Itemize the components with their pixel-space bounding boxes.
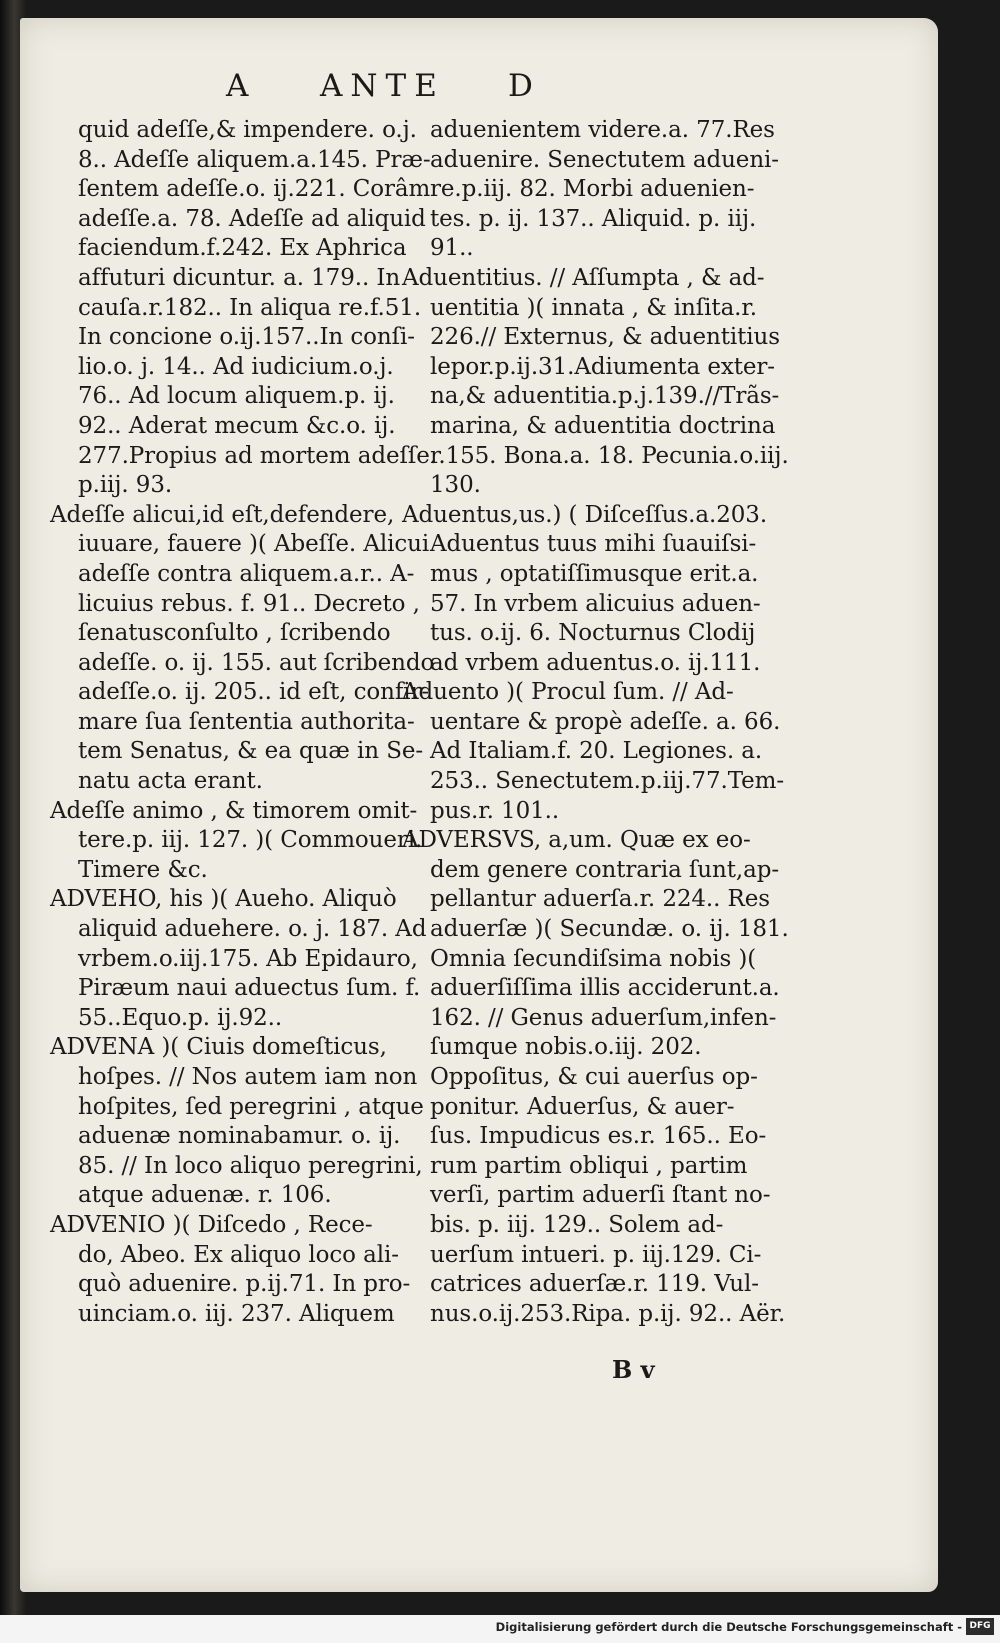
text-line: tus. o.ij. 6. Nocturnus Clodij — [430, 620, 756, 647]
text-line: 162. // Genus aduerſum,infen- — [430, 1004, 777, 1031]
text-line: ſumque nobis.o.iij. 202. — [430, 1034, 702, 1061]
dfg-logo: DFG — [966, 1618, 994, 1635]
text-line: tere.p. iij. 127. )( Commoueri. — [78, 827, 423, 854]
running-header — [0, 68, 1000, 108]
text-line: r.155. Bona.a. 18. Pecunia.o.iij. — [430, 442, 789, 469]
text-line: Omnia ſecundiſsima nobis )( — [430, 945, 757, 972]
text-line: 92.. Aderat mecum &c.o. ij. — [78, 412, 396, 439]
text-line: na,& aduentitia.p.j.139.//Trãs- — [430, 383, 780, 410]
text-line: 8.. Adeſſe aliquem.a.145. Præ- — [78, 146, 431, 173]
text-line: uentitia )( innata , & inſita.r. — [430, 294, 757, 321]
text-line: aduerſiſſima illis acciderunt.a. — [430, 975, 780, 1002]
text-line: tem Senatus, & ea quæ in Se- — [78, 738, 424, 765]
text-line: mare ſua ſententia authorita- — [78, 708, 415, 735]
text-line: uentare & propè adeſſe. a. 66. — [430, 708, 781, 735]
text-line: 91.. — [430, 235, 474, 262]
text-line: ADVENA )( Ciuis domeſticus, — [50, 1034, 387, 1061]
text-line: hoſpites, ſed peregrini , atque — [78, 1093, 424, 1120]
text-line: tes. p. ij. 137.. Aliquid. p. iij. — [430, 205, 757, 232]
text-line: adeſſe. o. ij. 155. aut ſcribendo — [78, 649, 435, 676]
text-line: Aduentus,us.) ( Diſceſſus.a.203. — [402, 501, 768, 528]
text-line: marina, & aduentitia doctrina — [430, 412, 776, 439]
text-line: aduenæ nominabamur. o. ij. — [78, 1123, 401, 1150]
text-line: In concione o.ij.157..In conſi- — [78, 324, 415, 351]
text-line: Adeſſe animo , & timorem omit- — [50, 797, 418, 824]
text-line: re.p.iij. 82. Morbi aduenien- — [430, 176, 755, 203]
text-line: adeſſe contra aliquem.a.r.. A- — [78, 560, 415, 587]
text-line: 76.. Ad locum aliquem.p. ij. — [78, 383, 395, 410]
text-line: Aduentus tuus mihi ſuauiſsi- — [430, 531, 757, 558]
text-line: aduerſæ )( Secundæ. o. ij. 181. — [430, 916, 789, 943]
text-line: Aduentitius. // Aſſumpta , & ad- — [402, 264, 765, 291]
text-line: cauſa.r.182.. In aliqua re.f.51. — [78, 294, 422, 321]
text-line: vrbem.o.iij.175. Ab Epidauro, — [78, 945, 418, 972]
footer-bar — [0, 1615, 1000, 1643]
text-line: ADVEHO, his )( Aueho. Aliquò — [50, 886, 397, 913]
text-line: dem genere contraria ſunt,ap- — [430, 856, 779, 883]
text-line: Ad Italiam.f. 20. Legiones. a. — [430, 738, 763, 765]
text-line: Aduento )( Procul ſum. // Ad- — [402, 679, 734, 706]
text-line: Timere &c. — [78, 856, 208, 883]
text-line: uerſum intueri. p. iij.129. Ci- — [430, 1241, 762, 1268]
text-line: licuius rebus. f. 91.. Decreto , — [78, 590, 420, 617]
text-line: affuturi dicuntur. a. 179.. In — [78, 264, 401, 291]
text-line: rum partim obliqui , partim — [430, 1152, 748, 1179]
text-line: Piræum naui aduectus ſum. f. — [78, 975, 421, 1002]
text-line: pus.r. 101.. — [430, 797, 560, 824]
text-line: adeſſe.o. ij. 205.. id eſt, confir- — [78, 679, 430, 706]
text-line: aliquid aduehere. o. j. 187. Ad — [78, 916, 427, 943]
left-column — [50, 116, 438, 1329]
catchword: B v — [612, 1355, 655, 1384]
text-line: ADVENIO )( Diſcedo , Rece- — [50, 1211, 373, 1238]
text-line: natu acta erant. — [78, 768, 263, 795]
text-line: uinciam.o. iij. 237. Aliquem — [78, 1300, 395, 1327]
header-letter-left: A — [226, 68, 249, 104]
text-line: ADVERSVS, a,um. Quæ ex eo- — [402, 827, 751, 854]
text-line: nus.o.ij.253.Ripa. p.ij. 92.. Aër. — [430, 1300, 786, 1327]
header-letter-right: D — [508, 68, 533, 104]
text-line: catrices aduerſæ.r. 119. Vul- — [430, 1271, 759, 1298]
header-running-head: ANTE — [320, 68, 445, 104]
text-line: lio.o. j. 14.. Ad iudicium.o.j. — [78, 353, 394, 380]
text-line: p.iij. 93. — [78, 472, 173, 499]
text-line: aduenientem videre.a. 77.Res — [430, 117, 775, 143]
right-column — [402, 116, 789, 1329]
text-line: quò aduenire. p.ij.71. In pro- — [78, 1271, 411, 1298]
text-line: do, Abeo. Ex aliquo loco ali- — [78, 1241, 399, 1268]
text-line: 57. In vrbem alicuius aduen- — [430, 590, 761, 617]
text-line: iuuare, fauere )( Abeſſe. Alicui — [78, 531, 430, 558]
text-line: ſentem adeſſe.o. ij.221. Corâm — [78, 176, 431, 203]
text-line: ponitur. Aduerſus, & auer- — [430, 1093, 735, 1120]
text-line: bis. p. iij. 129.. Solem ad- — [430, 1211, 724, 1238]
text-line: ſus. Impudicus es.r. 165.. Eo- — [430, 1123, 767, 1150]
text-line: hoſpes. // Nos autem iam non — [78, 1064, 418, 1090]
footer-credit: Digitalisierung gefördert durch die Deutsche Forschungsgemeinschaft - — [495, 1620, 962, 1634]
text-line: 130. — [430, 472, 481, 499]
text-line: 85. // In loco aliquo peregrini, — [78, 1152, 423, 1179]
text-line: ad vrbem aduentus.o. ij.111. — [430, 649, 761, 676]
text-line: mus , optatiſſimusque erit.a. — [430, 560, 759, 587]
text-line: Oppoſitus, & cui auerſus op- — [430, 1064, 758, 1090]
text-line: adeſſe.a. 78. Adeſſe ad aliquid — [78, 205, 426, 232]
text-line: lepor.p.ij.31.Adiumenta exter- — [430, 353, 775, 380]
text-line: 253.. Senectutem.p.iij.77.Tem- — [430, 768, 785, 795]
text-line: 277.Propius ad mortem adeſſe. — [78, 442, 438, 469]
text-line: atque aduenæ. r. 106. — [78, 1182, 332, 1209]
text-line: ſenatusconſulto , ſcribendo — [78, 620, 391, 647]
text-line: aduenire. Senectutem adueni- — [430, 146, 779, 173]
text-line: verſi, partim aduerſi ſtant no- — [430, 1182, 771, 1209]
text-line: pellantur aduerſa.r. 224.. Res — [430, 886, 770, 913]
text-line: faciendum.f.242. Ex Aphrica — [78, 235, 407, 262]
text-line: Adeſſe alicui,id eſt,defendere, — [50, 501, 395, 528]
text-line: 55..Equo.p. ij.92.. — [78, 1004, 283, 1031]
text-line: quid adeſſe,& impendere. o.j. — [78, 117, 417, 143]
text-line: 226.// Externus, & aduentitius — [430, 324, 780, 351]
